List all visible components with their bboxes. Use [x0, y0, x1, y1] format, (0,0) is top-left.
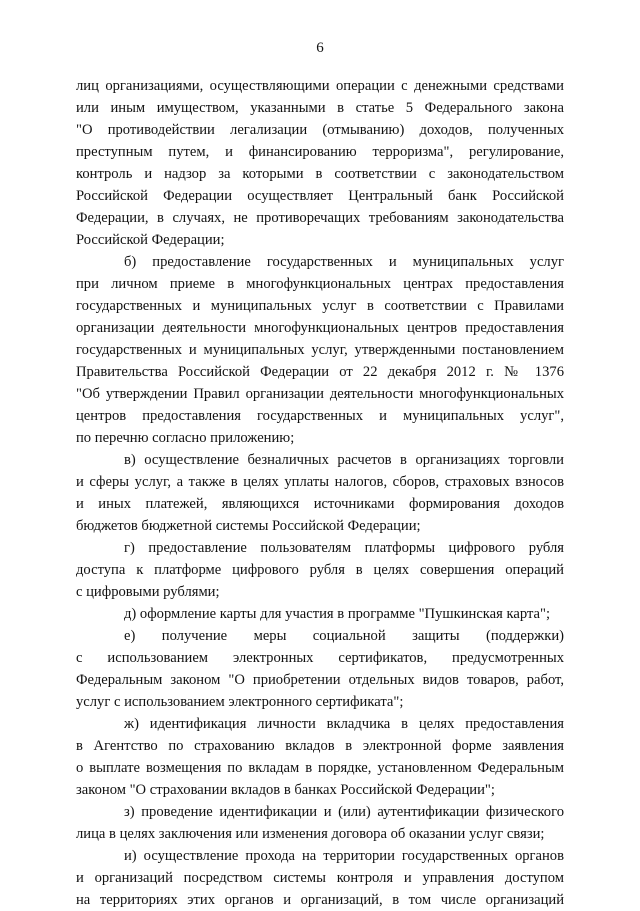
text-line: услуг с использованием электронного сертификата"; [76, 694, 404, 710]
paragraph-cont [76, 75, 564, 251]
text-line: "Об утверждении Правил организации деятельности многофункциональных [76, 386, 564, 402]
text-line: Правительства Российской Федерации от 22 декабря 2012 г. № 1376 [76, 364, 564, 380]
text-line: или иным имуществом, указанными в статье 5 Федерального закона [76, 100, 564, 116]
text-line: в Агентство по страхованию вкладов в электронной форме заявления [76, 738, 564, 754]
text-line: лица в целях заключения или изменения договора об оказании услуг связи; [76, 826, 545, 842]
text-line: при личном приеме в многофункциональных центрах предоставления [76, 276, 564, 292]
text-line: законом "О страховании вкладов в банках Российской Федерации"; [76, 782, 495, 798]
text-line: государственных и муниципальных услуг, утвержденными постановлением [76, 342, 564, 358]
text-line: и иных платежей, являющихся источниками формирования доходов [76, 496, 564, 512]
text-line: организации деятельности многофункциональных центров предоставления [76, 320, 564, 336]
text-line: с использованием электронных сертификатов, предусмотренных [76, 650, 564, 666]
text-line: и) осуществление прохода на территории государственных органов [124, 848, 564, 864]
text-line: д) оформление карты для участия в программе "Пушкинская карта"; [124, 606, 551, 622]
paragraph-d [76, 603, 564, 625]
text-line: Федеральным законом "О приобретении отдельных видов товаров, работ, [76, 672, 564, 688]
paragraph-b [76, 251, 564, 449]
text-line: Российской Федерации; [76, 232, 225, 248]
paragraph-z [76, 801, 564, 845]
text-line: по перечню согласно приложению; [76, 430, 295, 446]
paragraph-v [76, 449, 564, 537]
text-line: ж) идентификация личности вкладчика в целях предоставления [124, 716, 564, 732]
text-line: государственных и муниципальных услуг в соответствии с Правилами [76, 298, 564, 314]
text-line: в) осуществление безналичных расчетов в организациях торговли [124, 452, 564, 468]
document-body [76, 75, 564, 911]
text-line: б) предоставление государственных и муниципальных услуг [124, 254, 564, 270]
text-line: центров предоставления государственных и муниципальных услуг", [76, 408, 564, 424]
text-line: преступным путем, и финансированию терроризма", регулирование, [76, 144, 564, 160]
paragraph-i [76, 845, 564, 911]
paragraph-g [76, 537, 564, 603]
text-line: бюджетов бюджетной системы Российской Федерации; [76, 518, 421, 534]
text-line: на территориях этих органов и организаций, в том числе организаций [76, 892, 564, 908]
text-line: с цифровыми рублями; [76, 584, 220, 600]
paragraph-zh [76, 713, 564, 801]
text-line: Федерации, в случаях, не противоречащих требованиям законодательства [76, 210, 564, 226]
text-line: и организаций посредством системы контроля и управления доступом [76, 870, 564, 886]
paragraph-e [76, 625, 564, 713]
text-line: о выплате возмещения по вкладам в порядке, установленном Федеральным [76, 760, 564, 776]
text-line: е) получение меры социальной защиты (поддержки) [124, 628, 564, 644]
text-line: "О противодействии легализации (отмыванию) доходов, полученных [76, 122, 564, 138]
text-line: з) проведение идентификации и (или) аутентификации физического [124, 804, 564, 820]
text-line: Российской Федерации осуществляет Центральный банк Российской [76, 188, 564, 204]
text-line: г) предоставление пользователям платформы цифрового рубля [124, 540, 564, 556]
text-line: лиц организациями, осуществляющими операции с денежными средствами [76, 78, 564, 94]
text-line: и сферы услуг, а также в целях уплаты налогов, сборов, страховых взносов [76, 474, 564, 490]
page-number: 6 [316, 40, 324, 56]
text-line: контроль и надзор за которыми в соответствии с законодательством [76, 166, 564, 182]
text-line: доступа к платформе цифрового рубля в целях совершения операций [76, 562, 564, 578]
